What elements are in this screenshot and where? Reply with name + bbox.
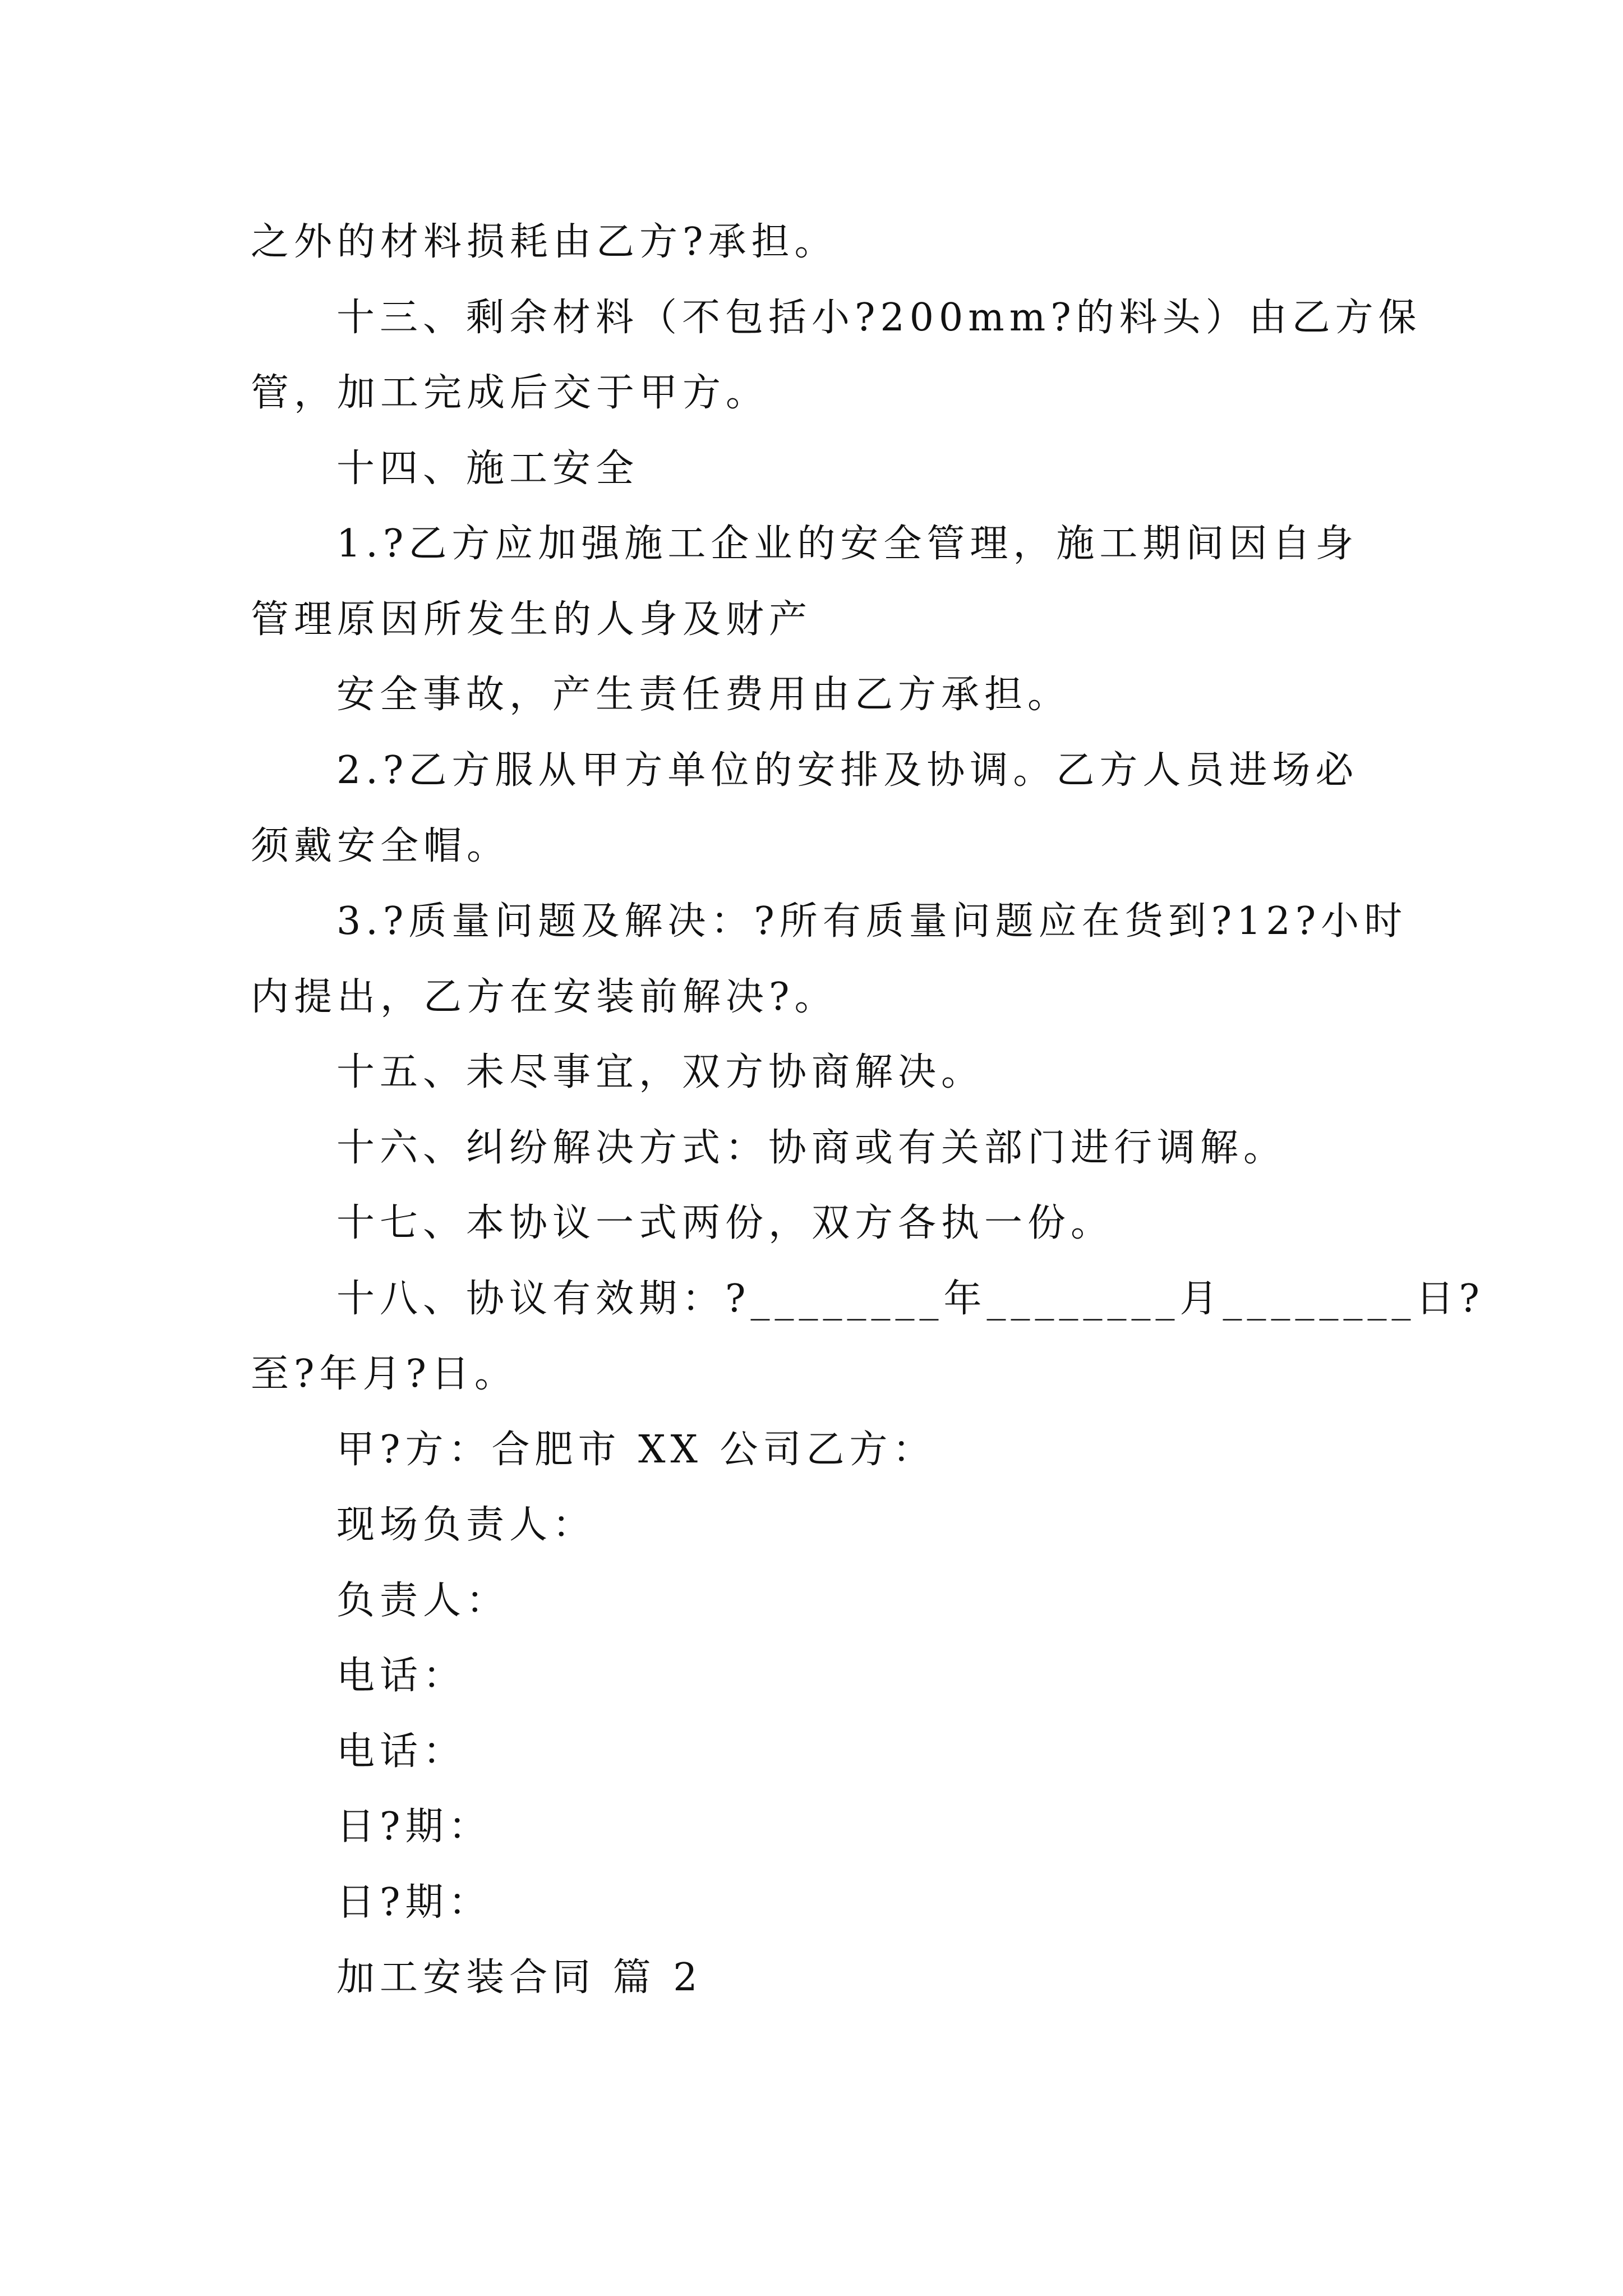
text-line-clause-15: 十五、未尽事宜，双方协商解决。 (336, 1050, 985, 1094)
text-line-safety-1-cont: 管理原因所发生的人身及财产 (251, 597, 813, 642)
text-line-quality-3: 3.?质量问题及解决：?所有质量问题应在货到?12?小时 (336, 899, 1408, 944)
text-line-date-2: 日?期： (336, 1880, 492, 1925)
text-line-safety-1: 1.?乙方应加强施工企业的安全管理，施工期间因自身 (336, 522, 1359, 566)
text-line-phone-1: 电话： (336, 1654, 467, 1698)
text-line-date-1: 日?期： (336, 1805, 492, 1849)
text-line-clause-17: 十七、本协议一式两份，双方各执一份。 (336, 1201, 1114, 1245)
text-line-clause-14: 十四、施工安全 (336, 447, 639, 491)
text-line-party-a: 甲?方：合肥市 XX 公司乙方： (336, 1428, 936, 1472)
text-line-quality-3-cont: 内提出，乙方在安装前解决?。 (251, 975, 838, 1019)
text-line-material-loss: 之外的材料损耗由乙方?承担。 (251, 220, 838, 264)
text-line-clause-18-cont: 至?年月?日。 (251, 1352, 518, 1396)
text-line-safety-1-cont-2: 安全事故，产生责任费用由乙方承担。 (336, 673, 1071, 717)
text-line-clause-18: 十八、协议有效期：?________年________月________日? (336, 1277, 1484, 1321)
text-line-section-title: 加工安装合同 篇 2 (336, 1955, 703, 2000)
text-line-responsible-person: 负责人： (336, 1579, 510, 1623)
text-line-phone-2: 电话： (336, 1729, 467, 1774)
text-line-safety-2: 2.?乙方服从甲方单位的安排及协调。乙方人员进场必 (336, 748, 1359, 793)
text-line-clause-16: 十六、纠纷解决方式：协商或有关部门进行调解。 (336, 1126, 1287, 1170)
text-line-clause-13: 十三、剩余材料（不包括小?200mm?的料头）由乙方保 (336, 296, 1422, 340)
text-line-clause-13-cont: 管，加工完成后交于甲方。 (251, 371, 769, 415)
text-line-site-manager: 现场负责人： (336, 1503, 596, 1547)
text-line-safety-2-cont: 须戴安全帽。 (251, 824, 510, 868)
